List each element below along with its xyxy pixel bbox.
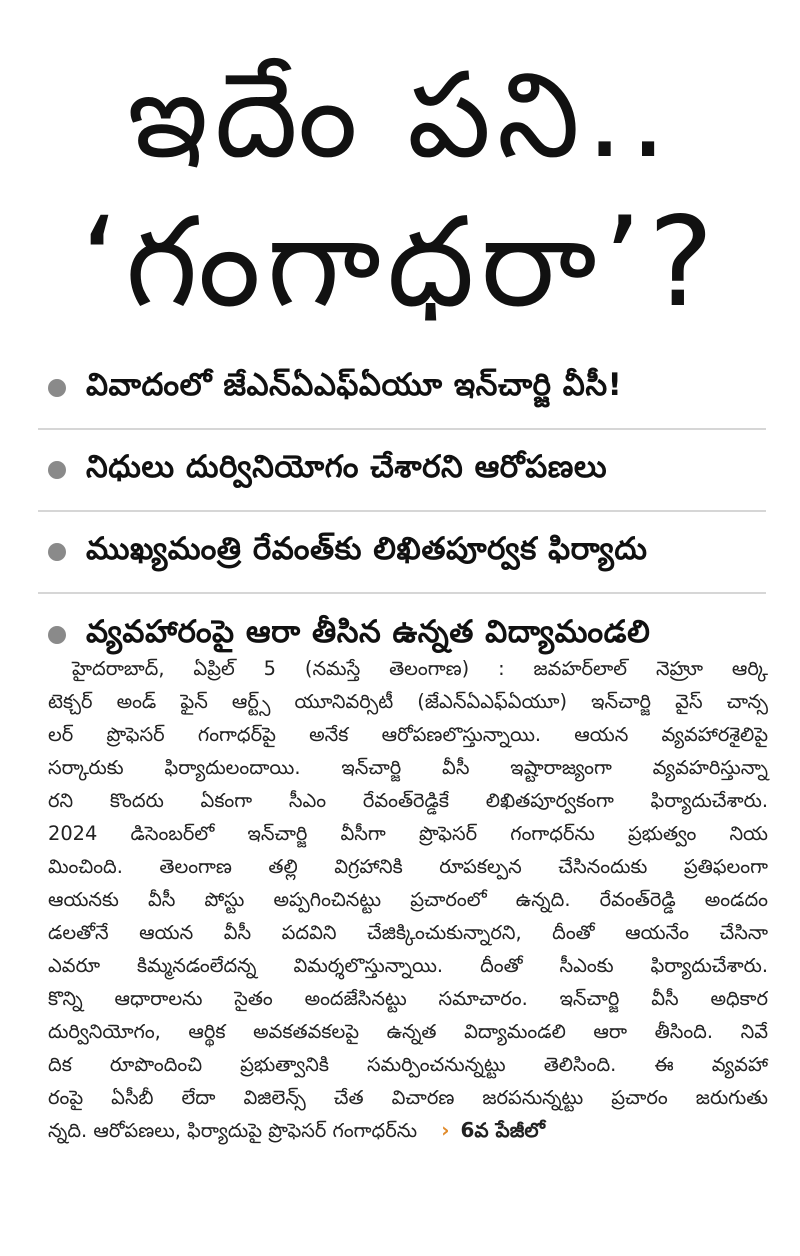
article-body <box>48 652 768 1147</box>
headline-line-1: ఇదేం పని.. <box>127 46 673 184</box>
subheading-bullets <box>38 348 766 676</box>
bullet-item <box>38 348 766 430</box>
bullet-text: నిధులు దుర్వినియోగం చేశారని ఆరోపణలు <box>86 448 608 485</box>
article-line: దిక రూపొందించి ప్రభుత్వానికి సమర్పించనున్నట్టు తెలిసింది. ఈ వ్యవహా <box>48 1053 768 1076</box>
article-line: దుర్వినియోగం, ఆర్థిక అవకతవకలపై ఉన్నత విద్యామండలి ఆరా తీసింది. నివే <box>48 1020 768 1043</box>
article-line: రంపై ఏసీబీ లేదా విజిలెన్స్ చేత విచారణ జరపనున్నట్టు ప్రచారం జరుగుతు <box>48 1086 768 1109</box>
continued-on-page-link[interactable] <box>441 1114 545 1147</box>
bullet-dot-icon <box>48 543 66 561</box>
bullet-dot-icon <box>48 461 66 479</box>
bullet-text: వ్యవహారంపై ఆరా తీసిన ఉన్నత విద్యామండలి <box>86 613 651 650</box>
article-line: కొన్ని ఆధారాలను సైతం అందజేసినట్టు సమాచారం. ఇన్‌చార్జి వీసీ అధికార <box>48 987 768 1010</box>
article-line: మించింది. తెలంగాణ తల్లి విగ్రహానికి రూపకల్పన చేసినందుకు ప్రతిఫలంగా <box>48 855 768 878</box>
bullet-item <box>38 430 766 512</box>
article-line: ఆయనకు వీసీ పోస్టు అప్పగించినట్టు ప్రచారంలో ఉన్నది. రేవంత్‌రెడ్డి అండదం <box>48 888 768 911</box>
bullet-dot-icon <box>48 626 66 644</box>
chevron-right-icon: › <box>441 1118 450 1142</box>
headline-line-2: ‘గంగాధరా’? <box>80 191 720 335</box>
article-line: లర్ ప్రొఫెసర్ గంగాధర్‌పై అనేక ఆరోపణలొస్తున్నాయి. ఆయన వ్యవహారశైలిపై <box>48 723 768 746</box>
bullet-text: ముఖ్యమంత్రి రేవంత్‌కు లిఖితపూర్వక ఫిర్యాదు <box>86 530 648 567</box>
article-line: డలతోనే ఆయన వీసీ పదవిని చేజిక్కించుకున్నారని, దీంతో ఆయనేం చేసినా <box>48 921 768 944</box>
article-line: సర్కారుకు ఫిర్యాదులందాయి. ఇన్‌చార్జి వీసీ ఇష్టారాజ్యంగా వ్యవహరిస్తున్నా <box>48 756 768 779</box>
article-line: హైదరాబాద్, ఏప్రిల్ 5 (నమస్తే తెలంగాణ) : జవహర్‌లాల్ నెహ్రూ ఆర్కి <box>72 657 768 680</box>
continued-on-page-label: 6వ పేజీలో <box>460 1118 545 1142</box>
article-line: రని కొందరు ఏకంగా సీఎం రేవంత్‌రెడ్డికే లిఖితపూర్వకంగా ఫిర్యాదుచేశారు. <box>48 789 768 812</box>
article-line: టెక్చర్ అండ్ ఫైన్ ఆర్ట్స్ యూనివర్సిటీ (జేఎన్‌ఏఎఫ్‌ఏయూ) ఇన్‌చార్జి వైస్ చాన్స <box>48 690 768 713</box>
bullet-item <box>38 512 766 594</box>
article-line-text: న్నది. ఆరోపణలు, ఫిర్యాదుపై ప్రొఫెసర్ గంగాధర్‌ను <box>48 1119 418 1142</box>
bullet-text: వివాదంలో జేఎన్‌ఏఎఫ్‌ఏయూ ఇన్‌చార్జి వీసీ! <box>86 366 623 403</box>
article-last-line <box>48 1114 768 1147</box>
article-line: ఎవరూ కిమ్మనడంలేదన్న విమర్శలొస్తున్నాయి. దీంతో సీఎంకు ఫిర్యాదుచేశారు. <box>48 954 768 977</box>
article-line: 2024 డిసెంబర్‌లో ఇన్‌చార్జి వీసీగా ప్రొఫెసర్ గంగాధర్‌ను ప్రభుత్వం నియ <box>48 822 768 845</box>
bullet-dot-icon <box>48 379 66 397</box>
